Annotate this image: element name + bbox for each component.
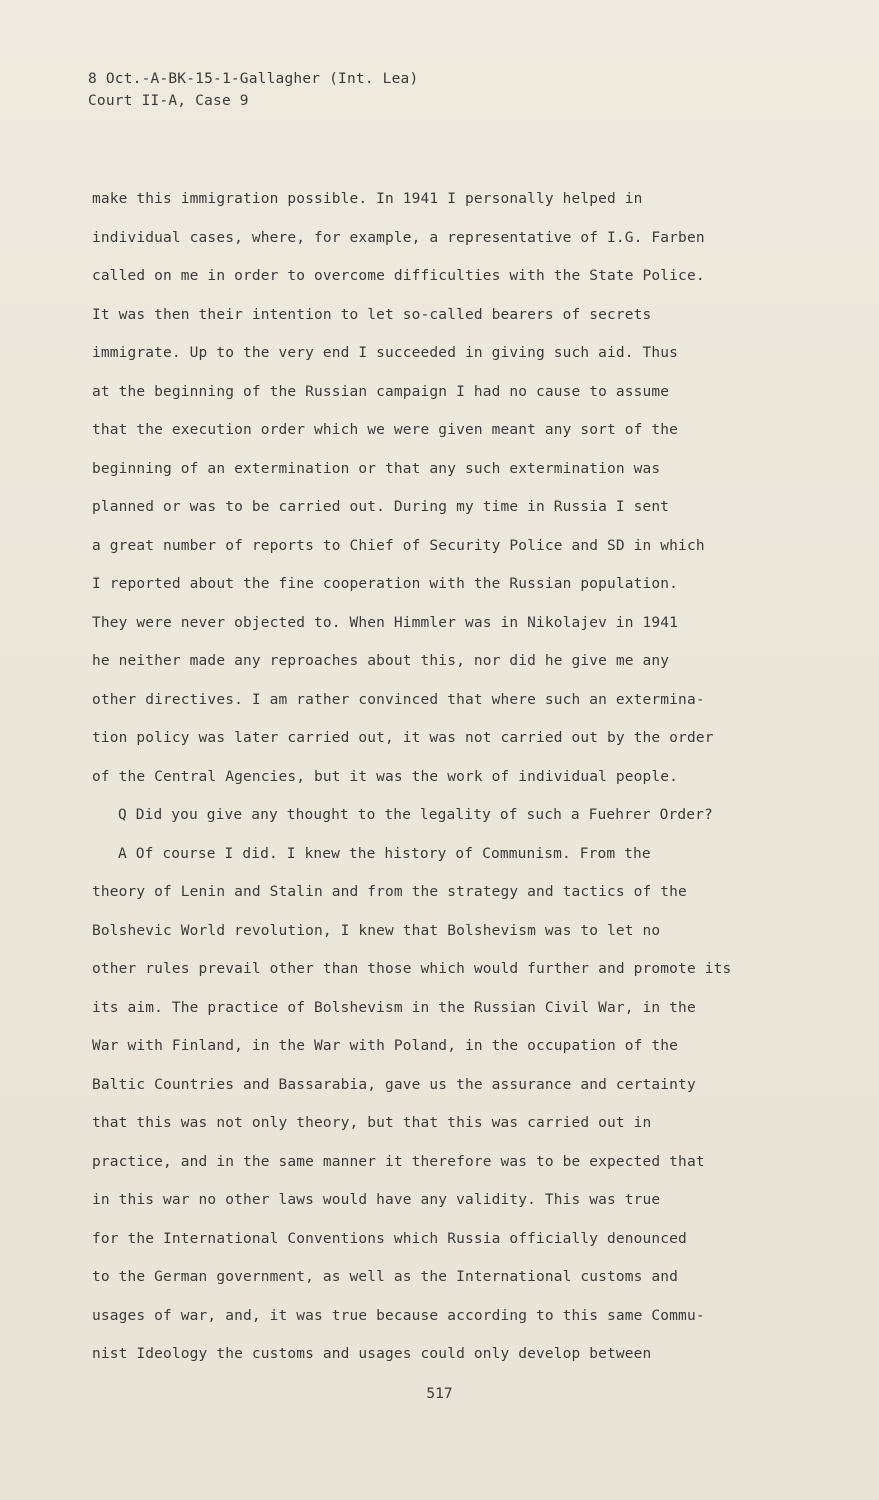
header-court-line: Court II-A, Case 9 [88, 93, 249, 109]
text-line: for the International Conventions which Russia officially denounced [92, 1230, 687, 1247]
page-number: 517 [426, 1386, 453, 1402]
text-line: to the German government, as well as the International customs and [92, 1269, 679, 1285]
text-line: It was then their intention to let so-called bearers of secrets [92, 306, 652, 323]
text-line: of the Central Agencies, but it was the work of individual people. [92, 768, 679, 785]
header-reference-line: 8 Oct.-A-BK-15-1-Gallagher (Int. Lea) [88, 71, 419, 87]
text-line: They were never objected to. When Himmler was in Nikolajev in 1941 [92, 614, 679, 631]
text-line: at the beginning of the Russian campaign I had no cause to assume [92, 383, 670, 400]
question-line: Q Did you give any thought to the legality of such a Fuehrer Order? [118, 807, 713, 823]
text-line: tion policy was later carried out, it was not carried out by the order [92, 730, 714, 746]
text-line: individual cases, where, for example, a representative of I.G. Farben [92, 229, 705, 246]
text-line: I reported about the fine cooperation with the Russian population. [92, 576, 679, 592]
text-line: practice, and in the same manner it therefore was to be expected that [92, 1153, 705, 1170]
text-line: that this was not only theory, but that this was carried out in [92, 1115, 652, 1131]
text-line: usages of war, and, it was true because according to this same Commu- [92, 1307, 705, 1324]
text-line: called on me in order to overcome difficulties with the State Police. [92, 268, 705, 284]
text-line: other directives. I am rather convinced that where such an extermina- [92, 691, 705, 708]
document-header [88, 68, 418, 112]
text-line: beginning of an extermination or that any such extermination was [92, 460, 661, 477]
body-text [92, 180, 812, 1374]
text-line: that the execution order which we were given meant any sort of the [92, 422, 679, 438]
text-line: make this immigration possible. In 1941 I personally helped in [92, 191, 643, 207]
text-line: immigrate. Up to the very end I succeeded in giving such aid. Thus [92, 345, 679, 361]
text-line: a great number of reports to Chief of Security Police and SD in which [92, 537, 705, 554]
text-line: its aim. The practice of Bolshevism in the Russian Civil War, in the [92, 999, 696, 1016]
text-line: Baltic Countries and Bassarabia, gave us the assurance and certainty [92, 1076, 696, 1093]
text-line: theory of Lenin and Stalin and from the strategy and tactics of the [92, 884, 687, 900]
answer-line: A Of course I did. I knew the history of Communism. From the [118, 845, 651, 862]
text-line: he neither made any reproaches about this, nor did he give me any [92, 653, 670, 669]
text-line: nist Ideology the customs and usages could only develop between [92, 1346, 652, 1362]
text-line: War with Finland, in the War with Poland, in the occupation of the [92, 1038, 679, 1054]
text-line: Bolshevic World revolution, I knew that Bolshevism was to let no [92, 922, 661, 939]
text-line: planned or was to be carried out. During my time in Russia I sent [92, 499, 670, 515]
text-line: other rules prevail other than those which would further and promote its [92, 961, 732, 977]
text-line: in this war no other laws would have any validity. This was true [92, 1192, 661, 1208]
